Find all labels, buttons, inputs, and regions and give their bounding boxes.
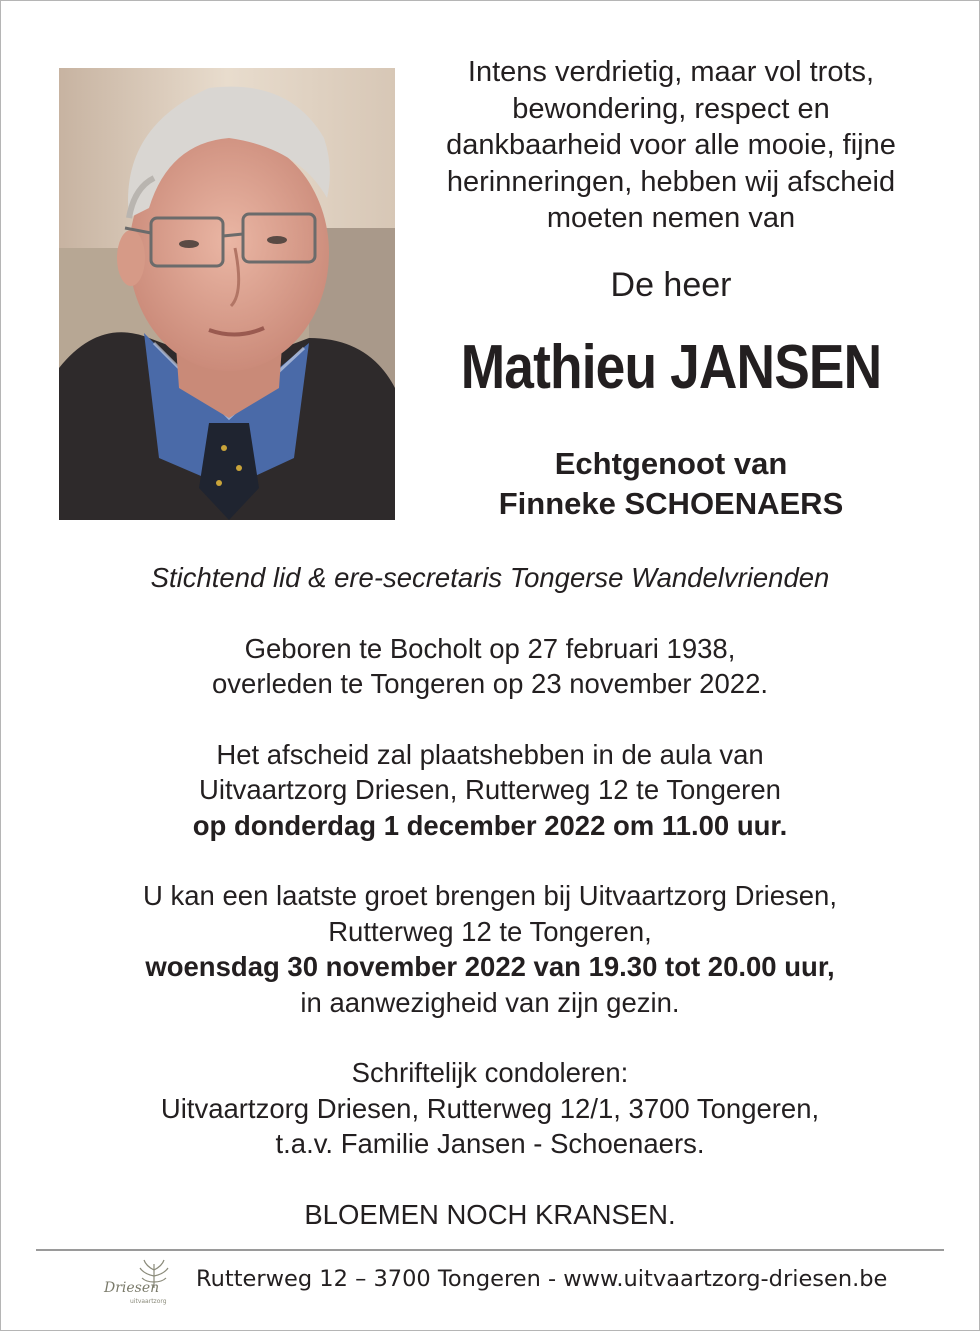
condolences-attention: t.a.v. Familie Jansen - Schoenaers.	[275, 1128, 705, 1159]
ceremony-block	[40, 737, 940, 844]
spouse-info	[420, 444, 922, 524]
visitation-address: Rutterweg 12 te Tongeren,	[328, 915, 652, 947]
ceremony-datetime: op donderdag 1 december 2022 om 11.00 uur.	[192, 809, 788, 841]
footer-divider	[36, 1249, 944, 1251]
intro-text	[420, 54, 922, 237]
intro-line: Intens verdrietig, maar vol trots,	[467, 56, 875, 88]
intro-line: dankbaarheid voor alle mooie, fijne	[446, 129, 896, 161]
portrait-photo	[59, 68, 395, 520]
condolences-label: Schriftelijk condoleren:	[351, 1057, 629, 1088]
logo-subtext: uitvaartzorg	[130, 1298, 167, 1305]
spouse-name: Finneke SCHOENAERS	[498, 486, 844, 521]
visitation-note: in aanwezigheid van zijn gezin.	[300, 986, 680, 1018]
flowers-note: BLOEMEN NOCH KRANSEN.	[304, 1198, 676, 1230]
intro-line: bewondering, respect en	[512, 92, 830, 125]
birth-line: Geboren te Bocholt op 27 februari 1938,	[244, 632, 736, 664]
condolences-address: Uitvaartzorg Driesen, Rutterweg 12/1, 3700 Tongeren,	[160, 1092, 820, 1124]
intro-line: herinneringen, hebben wij afscheid	[446, 165, 896, 198]
honorific: De heer	[610, 266, 732, 304]
logo-text: Driesen	[104, 1280, 160, 1296]
visitation-block	[40, 878, 940, 1020]
role-line: Stichtend lid & ere-secretaris Tongerse Wandelvrienden	[150, 562, 830, 593]
ceremony-location: Uitvaartzorg Driesen, Rutterweg 12 te Tongeren	[199, 774, 781, 805]
funeral-home-logo	[100, 1258, 178, 1310]
death-line: overleden te Tongeren op 23 november 2022.	[211, 668, 768, 699]
deceased-name: Mathieu JANSEN	[460, 333, 882, 402]
visitation-line: U kan een laatste groet brengen bij Uitvaartzorg Driesen,	[143, 880, 837, 911]
footer-address: Rutterweg 12 – 3700 Tongeren - www.uitvaartzorg-driesen.be	[196, 1266, 888, 1292]
visitation-datetime: woensdag 30 november 2022 van 19.30 tot 20.00 uur,	[145, 951, 835, 982]
ceremony-line: Het afscheid zal plaatshebben in de aula van	[216, 738, 764, 770]
announcement-body	[40, 560, 940, 1232]
condolences-block	[40, 1055, 940, 1162]
spouse-label: Echtgenoot van	[554, 446, 788, 481]
birth-death-block	[40, 631, 940, 702]
intro-line: moeten nemen van	[546, 202, 796, 234]
